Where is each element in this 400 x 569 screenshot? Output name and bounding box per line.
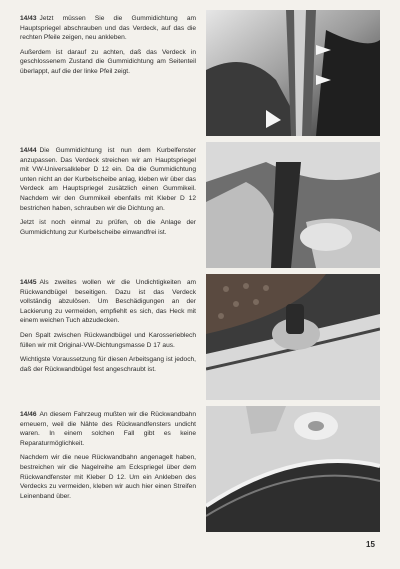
section-14-44 bbox=[20, 146, 196, 242]
section-14-46 bbox=[20, 410, 196, 506]
paragraph: Nachdem wir die neue Rückwandbahn angenagelt haben, bestreichen wir die Nagelreihe am Eckspriegel über dem Rückwandfenster mit Kleber D 12. Um ein Ankleben des Verdecks zu vermeiden, kleben wir auch hier einen Streifen Leinenband über. bbox=[20, 454, 196, 500]
paragraph: Den Spalt zwischen Rückwandbügel und Karosserieblech füllen wir mit Original-VW-Dichtungsmasse D 17 aus. bbox=[20, 331, 196, 349]
paragraph-text: Die Gummidichtung ist nun dem Kurbelfenster anzupassen. Das Verdeck streichen wir am Hauptspriegel mit VW-Universalkleber D 12 ein. Da die Gummidichtung unten nicht an der Kurbelscheibe anlag, kleben wir über das Verdeck am Hauptspriegel zusätzlich einen Gummikeil. Nachdem wir den Gummikeil ebenfalls mit Kleber D 12 bestrichen haben, schrauben wir die Dichtung an. bbox=[20, 147, 196, 212]
section-code: 14/46 bbox=[20, 411, 37, 418]
section-14-45 bbox=[20, 278, 196, 379]
paragraph bbox=[20, 278, 196, 326]
section-code: 14/45 bbox=[20, 279, 37, 286]
photo-rear-bow bbox=[206, 274, 380, 400]
paragraph: Wichtigste Voraussetzung für diesen Arbeitsgang ist jedoch, daß der Rückwandbügel fest angeschraubt ist. bbox=[20, 356, 196, 373]
paragraph bbox=[20, 146, 196, 213]
paragraph bbox=[20, 410, 196, 448]
section-14-43 bbox=[20, 14, 196, 82]
photo-soft-top-seal bbox=[206, 10, 380, 136]
paragraph bbox=[20, 14, 196, 43]
paragraph: Jetzt ist noch einmal zu prüfen, ob die Anlage der Gummidichtung zur Kurbelscheibe einwandfrei ist. bbox=[20, 219, 196, 236]
page-number: 15 bbox=[366, 540, 375, 549]
paragraph: Außerdem ist darauf zu achten, daß das Verdeck in geschlossenem Zustand die Gummidichtung am Seitenteil überlappt, auf die der linke Pfeil zeigt. bbox=[20, 48, 196, 75]
section-code: 14/43 bbox=[20, 15, 37, 22]
paragraph-text: Jetzt müssen Sie die Gummidichtung am Hauptspriegel abschrauben und das Verdeck, auf das die rechten Pfeile zeigen, neu ankleben. bbox=[20, 15, 196, 42]
paragraph-text: Als zweites wollen wir die Undichtigkeiten am Rückwandbügel beseitigen. Dazu ist das Verdeck vollständig abzulösen. Um Beschädigungen an der Lackierung zu vermeiden, empfiehlt es sich, das Heck mit einem weichen Tuch abzudecken. bbox=[20, 279, 196, 325]
photo-window-seal bbox=[206, 142, 380, 268]
section-code: 14/44 bbox=[20, 147, 37, 154]
paragraph-text: An diesem Fahrzeug mußten wir die Rückwandbahn erneuern, weil die Nähte des Rückwandfensters undicht waren. In einem solchen Fall gibt es keine Reparaturmöglichkeit. bbox=[20, 411, 196, 447]
photo-linen-tape bbox=[206, 406, 380, 532]
